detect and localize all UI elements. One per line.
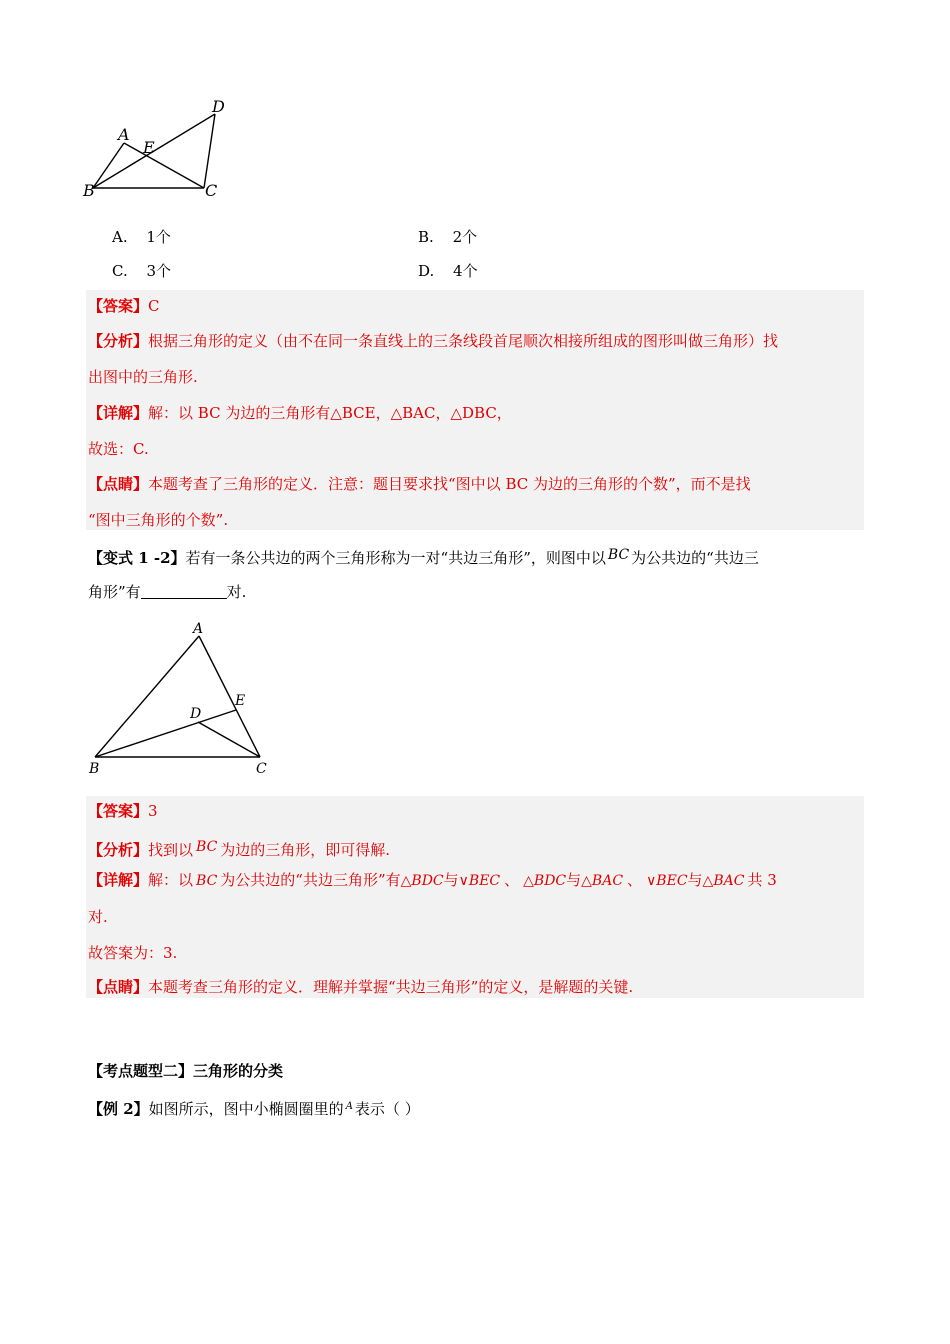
label-b: B (89, 761, 100, 777)
answer-2-line (88, 801, 158, 821)
comment-2-text: 本题考查三角形的定义．理解并掌握“共边三角形”的定义，是解题的关键. (148, 978, 634, 996)
example-2-tag: 【例 2】 (88, 1100, 149, 1118)
triangle-bdc-1: △BDC (400, 873, 444, 889)
detail-2-text-a: 解：以 (148, 871, 194, 889)
variant-bc: BC (607, 547, 630, 563)
segment-dc (204, 114, 215, 188)
variant-line-2-end: 对. (226, 583, 247, 601)
final-2-line (88, 943, 177, 963)
word-yu-1: 与 (443, 871, 459, 889)
example-2-line (88, 1097, 420, 1119)
comment-2-tag: 【点睛】 (88, 978, 149, 996)
analysis-1-text-1: 根据三角形的定义（由不在同一条直线上的三条线段首尾顺次相接所组成的图形叫做三角形）找 (148, 332, 779, 350)
final-2-text: 故答案为：3. (88, 944, 178, 962)
label-e: E (235, 693, 246, 709)
example-2-symbol: A (345, 1101, 353, 1112)
triangle-bac-2: △BAC (702, 873, 745, 889)
segment-ab (95, 636, 202, 757)
option-c[interactable] (112, 260, 171, 281)
choice-1-text: 故选：C. (88, 440, 149, 458)
option-b[interactable] (418, 226, 477, 247)
variant-line-1 (88, 545, 759, 568)
word-yu-2: 与 (566, 871, 582, 889)
option-c-letter: C. (112, 262, 128, 280)
analysis-2-text-a: 找到以 (148, 841, 194, 859)
label-e: E (143, 138, 155, 157)
comment-1-text-2: “图中三角形的个数”. (88, 511, 229, 529)
label-d: D (190, 706, 202, 722)
answer-2-tag: 【答案】 (88, 802, 149, 820)
option-d[interactable] (418, 260, 478, 281)
detail-1-text: 解：以 BC 为边的三角形有△BCE，△BAC，△DBC， (148, 404, 512, 422)
analysis-2-text-b: 为边的三角形，即可得解. (220, 841, 391, 859)
label-a: A (118, 125, 130, 144)
triangle-bec-2: ∨BEC (646, 873, 688, 889)
answer-1-text: C (148, 297, 160, 315)
option-d-letter: D. (418, 262, 435, 280)
segment-ba (93, 143, 124, 188)
analysis-1-line-1 (88, 331, 778, 351)
comment-1-line-1 (88, 474, 751, 494)
option-a-letter: A. (112, 228, 128, 246)
label-c: C (256, 761, 267, 777)
segment-ac (124, 143, 204, 188)
variant-line-2 (88, 582, 246, 602)
label-a: A (193, 621, 204, 637)
answer-blank[interactable] (141, 584, 227, 599)
choice-1-line (88, 439, 149, 459)
section-2-title: 【考点题型二】三角形的分类 (88, 1062, 284, 1080)
analysis-2-bc: BC (196, 839, 218, 855)
comment-2-line (88, 977, 633, 997)
triangle-bec-1: ∨BEC (458, 873, 501, 889)
option-b-value: 2个 (452, 228, 478, 246)
analysis-1-tag: 【分析】 (88, 332, 149, 350)
option-b-letter: B. (418, 228, 434, 246)
answer-2-text: 3 (148, 802, 158, 820)
separator-2: 、 (627, 871, 643, 889)
comment-1-line-2 (88, 510, 228, 530)
detail-1-tag: 【详解】 (88, 404, 149, 422)
segment-be (95, 710, 236, 757)
label-b: B (83, 181, 95, 200)
analysis-1-text-2: 出图中的三角形. (88, 368, 198, 386)
example-2-text-a: 如图所示，图中小椭圆圈里的 (148, 1100, 344, 1118)
option-a[interactable] (112, 226, 171, 247)
detail-2-line-2-text: 对. (88, 908, 108, 926)
comment-1-text-1: 本题考查了三角形的定义．注意：题目要求找“图中以 BC 为边的三角形的个数”，而不是找 (148, 475, 751, 493)
answer-box-2 (86, 796, 864, 998)
analysis-2-tag: 【分析】 (88, 841, 149, 859)
detail-2-line-1 (88, 870, 777, 891)
option-a-value: 1个 (146, 228, 171, 246)
figure-1-geometry (80, 95, 240, 205)
answer-1-tag: 【答案】 (88, 297, 149, 315)
option-c-value: 3个 (146, 262, 172, 280)
detail-2-tag: 【详解】 (88, 871, 149, 889)
option-d-value: 4个 (453, 262, 478, 280)
variant-tag: 【变式 1 -2】 (88, 549, 186, 567)
separator-1: 、 (504, 871, 520, 889)
example-2-text-b: 表示（ ） (354, 1100, 420, 1118)
variant-text-2: 为公共边的“共边三 (631, 549, 759, 567)
figure-2-geometry (80, 620, 280, 780)
analysis-1-line-2 (88, 367, 198, 387)
detail-2-text-b: 为公共边的“共边三角形”有 (220, 871, 401, 889)
answer-1-line (88, 296, 160, 316)
detail-2-total: 共 3 (747, 871, 777, 889)
detail-2-line-2 (88, 907, 108, 927)
detail-1-line (88, 403, 512, 423)
label-d: D (212, 97, 225, 116)
analysis-2-line (88, 837, 390, 860)
comment-1-tag: 【点睛】 (88, 475, 149, 493)
triangle-bac-1: △BAC (581, 873, 624, 889)
variant-line-2-start: 角形”有 (88, 583, 141, 601)
segment-ac (199, 636, 260, 757)
label-c: C (205, 181, 218, 200)
word-yu-3: 与 (687, 871, 703, 889)
triangle-bdc-2: △BDC (523, 873, 567, 889)
variant-text-1: 若有一条公共边的两个三角形称为一对“共边三角形”，则图中以 (185, 549, 606, 567)
detail-2-bc: BC (196, 873, 218, 889)
